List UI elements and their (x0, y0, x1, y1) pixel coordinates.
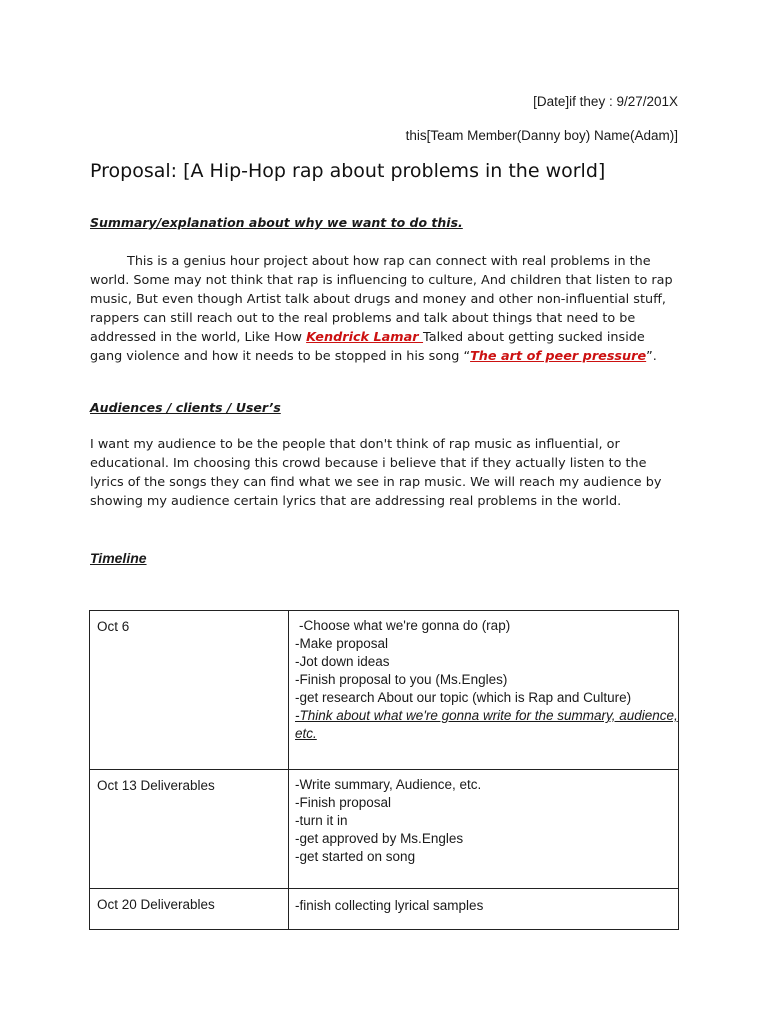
audience-paragraph: I want my audience to be the people that don't think of rap music as influential, or educational. Im choosing this crowd because i believe that if they actually listen to the lyrics of the songs they can find what we see in rap music. We will reach my audience by showing my audience certain lyrics that are addressing real problems in the world. (90, 437, 662, 509)
timeline-date: Oct 6 (90, 611, 289, 770)
task-item: -get started on song (295, 849, 416, 864)
task-item: -Jot down ideas (295, 654, 390, 669)
task-item: -Finish proposal (295, 795, 392, 810)
timeline-date: Oct 20 Deliverables (90, 889, 289, 930)
timeline-date: Oct 13 Deliverables (90, 770, 289, 889)
table-row (90, 889, 679, 930)
summary-text-middle: Talked about getting sucked inside gang violence and how it needs to be stopped in his song “ (90, 330, 645, 364)
task-item: -get research About our topic (which is Rap and Culture) (295, 690, 632, 705)
summary-paragraph (90, 252, 680, 366)
table-row (90, 770, 679, 889)
team-line: this[Team Member(Danny boy) Name(Adam)] (405, 128, 678, 143)
task-item: -Write summary, Audience, etc. (295, 777, 482, 792)
date-line: [Date]if they : 9/27/201X (533, 94, 678, 109)
timeline-tasks (289, 889, 679, 930)
task-item: -Make proposal (295, 636, 389, 651)
task-item: -Finish proposal to you (Ms.Engles) (295, 672, 508, 687)
summary-heading: Summary/explanation about why we want to do this. (90, 215, 463, 230)
timeline-heading: Timeline (90, 550, 147, 566)
task-item: -Think about what we're gonna write for the summary, audience, etc. (295, 708, 678, 741)
page-title: Proposal: [A Hip-Hop rap about problems in the world] (90, 160, 606, 182)
task-item: -get approved by Ms.Engles (295, 831, 464, 846)
task-item: -Choose what we're gonna do (rap) (299, 618, 511, 633)
artist-name: Kendrick Lamar (306, 330, 424, 345)
task-item: -finish collecting lyrical samples (295, 898, 484, 913)
song-title: The art of peer pressure (470, 349, 647, 364)
audience-heading: Audiences / clients / User’s (90, 400, 281, 415)
table-row (90, 611, 679, 770)
task-item: -turn it in (295, 813, 348, 828)
summary-text-before: This is a genius hour project about how rap can connect with real problems in the world. Some may not think that rap is influencing to culture, And children that listen to rap music, But even though Artist talk about drugs and money and other non-influential stuff, rappers can still reach out to the real problems and talk about things that need to be addressed in the world, Like How (90, 254, 673, 345)
timeline-tasks (289, 611, 679, 770)
timeline-tasks (289, 770, 679, 889)
summary-text-after: ”. (646, 349, 657, 364)
timeline-table (89, 610, 679, 930)
